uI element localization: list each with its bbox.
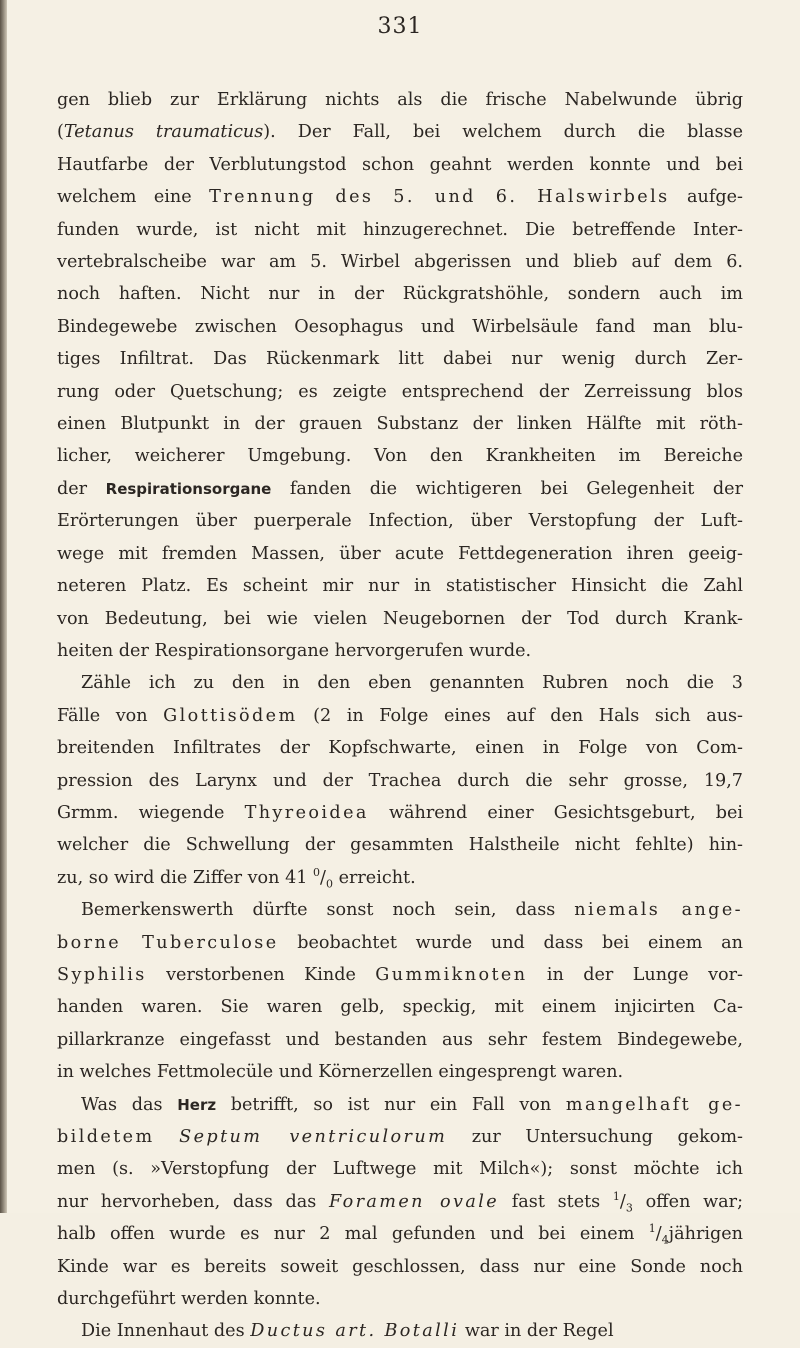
body-text bbox=[57, 84, 743, 1348]
text-segment: während einer Gesichtsgeburt, bei bbox=[368, 802, 744, 823]
text-line bbox=[57, 927, 743, 959]
text-segment: nur hervorheben, dass das bbox=[57, 1191, 329, 1212]
text-segment: breitenden Infiltrates der Kopfschwarte, einen in Folge von Com- bbox=[57, 738, 743, 759]
text-line bbox=[57, 116, 743, 148]
text-segment: welcher die Schwellung der gesammten Halstheile nicht fehlte) hin- bbox=[57, 835, 743, 856]
text-segment: einen Blutpunkt in der grauen Substanz der linken Hälfte mit röth- bbox=[57, 414, 743, 435]
text-segment: der bbox=[57, 478, 106, 499]
emphasized-text: Gummiknoten bbox=[375, 964, 528, 985]
text-line bbox=[57, 1186, 743, 1218]
emphasized-text: Ductus art. Botalli bbox=[250, 1321, 460, 1342]
text-segment: zur Untersuchung gekom- bbox=[447, 1127, 743, 1147]
text-line bbox=[57, 505, 743, 537]
text-line bbox=[57, 181, 743, 213]
text-line bbox=[57, 732, 743, 764]
text-line bbox=[57, 765, 743, 797]
text-segment: durchgeführt werden konnte. bbox=[57, 1289, 321, 1310]
text-segment: fanden die wichtigeren bei Gelegenheit der bbox=[271, 478, 743, 499]
emphasized-text: Septum ventriculorum bbox=[179, 1127, 448, 1147]
text-line bbox=[57, 1024, 743, 1056]
text-segment: tiges Infiltrat. Das Rückenmark litt dabei nur wenig durch Zer- bbox=[57, 349, 743, 370]
emphasized-text: Syphilis bbox=[57, 964, 147, 985]
text-segment: funden wurde, ist nicht mit hinzugerechnet. Die betreffende Inter- bbox=[57, 219, 743, 240]
text-segment: fast stets bbox=[499, 1191, 613, 1212]
text-segment: pression des Larynx und der Trachea durch die sehr grosse, 19,7 bbox=[57, 770, 743, 791]
text-segment: gen blieb zur Erklärung nichts als die frische Nabelwunde übrig bbox=[57, 90, 743, 110]
text-segment: handen waren. Sie waren gelb, speckig, mit einem injicirten Ca- bbox=[57, 997, 743, 1018]
text-segment: jährigen bbox=[668, 1224, 743, 1245]
text-line bbox=[57, 1315, 743, 1347]
text-line bbox=[57, 214, 743, 246]
fraction: $^1/_3$ bbox=[612, 1189, 633, 1215]
text-line bbox=[57, 376, 743, 408]
text-line bbox=[57, 1153, 743, 1185]
emphasized-text: Respirationsorgane bbox=[105, 479, 272, 498]
fraction: $^1/_4$ bbox=[648, 1222, 669, 1247]
paragraph bbox=[57, 667, 743, 894]
paragraph bbox=[57, 84, 743, 667]
text-line bbox=[57, 797, 743, 829]
emphasized-text: bildetem bbox=[57, 1127, 155, 1147]
text-segment: pillarkranze eingefasst und bestanden aus sehr festem Bindegewebe, bbox=[57, 1029, 743, 1050]
text-line bbox=[57, 829, 743, 861]
text-line bbox=[57, 1283, 743, 1315]
text-segment: heiten der Respirationsorgane hervorgerufen wurde. bbox=[57, 640, 532, 661]
text-line bbox=[57, 408, 743, 440]
percent-sign: $^0/_0$ bbox=[313, 865, 333, 891]
page-number: 331 bbox=[377, 14, 423, 39]
text-segment: Was das bbox=[81, 1094, 178, 1115]
text-line bbox=[57, 1121, 743, 1153]
text-line bbox=[57, 603, 743, 635]
text-line bbox=[57, 311, 743, 343]
emphasized-text: Herz bbox=[177, 1095, 217, 1114]
text-segment: ( bbox=[57, 122, 64, 143]
text-segment: Die Innenhaut des bbox=[81, 1321, 251, 1342]
text-segment: in der Lunge vor- bbox=[527, 964, 743, 985]
text-segment: Hautfarbe der Verblutungstod schon geahnt werden konnte und bei bbox=[57, 154, 743, 175]
text-segment: Kinde war es bereits soweit geschlossen, dass nur eine Sonde noch bbox=[57, 1256, 743, 1277]
text-line bbox=[57, 667, 743, 699]
text-segment: men (s. »Verstopfung der Luftwege mit Milch«); sonst möchte ich bbox=[57, 1159, 743, 1180]
text-segment: welchem eine bbox=[57, 187, 210, 208]
paragraph bbox=[57, 1089, 743, 1316]
text-segment: verstorbenen Kinde bbox=[146, 964, 376, 985]
text-segment: noch haften. Nicht nur in der Rückgratshöhle, sondern auch im bbox=[57, 284, 743, 305]
text-line bbox=[57, 278, 743, 310]
text-segment: halb offen wurde es nur 2 mal gefunden und bei einem bbox=[57, 1224, 649, 1245]
text-segment: betrifft, so ist nur ein Fall von bbox=[216, 1094, 566, 1115]
text-segment: zu, so wird die Ziffer von 41 bbox=[57, 867, 314, 888]
emphasized-text: borne Tuberculose bbox=[57, 932, 279, 953]
text-line bbox=[57, 1056, 743, 1088]
paragraph bbox=[57, 1315, 743, 1347]
text-line bbox=[57, 538, 743, 570]
text-segment: offen war; bbox=[632, 1191, 743, 1212]
text-line bbox=[57, 473, 743, 505]
text-line bbox=[57, 343, 743, 375]
text-line bbox=[57, 862, 743, 894]
text-line bbox=[57, 149, 743, 181]
text-segment: (2 in Folge eines auf den Hals sich aus- bbox=[297, 705, 744, 726]
text-segment: Bemerkenswerth dürfte sonst noch sein, dass bbox=[81, 900, 575, 921]
emphasized-text: Tetanus traumaticus bbox=[63, 122, 264, 143]
text-line bbox=[57, 246, 743, 278]
text-segment: ). Der Fall, bei welchem durch die blasse bbox=[263, 122, 743, 143]
text-segment: war in der Regel bbox=[459, 1321, 614, 1342]
text-segment: neteren Platz. Es scheint mir nur in statistischer Hinsicht die Zahl bbox=[57, 576, 743, 597]
text-line bbox=[57, 991, 743, 1023]
text-segment: licher, weicherer Umgebung. Von den Krankheiten im Bereiche bbox=[57, 446, 743, 467]
text-segment: rung oder Quetschung; es zeigte entsprechend der Zerreissung blos bbox=[57, 381, 743, 402]
text-line bbox=[57, 84, 743, 116]
page-binding-edge bbox=[0, 0, 7, 1213]
emphasized-text: Foramen ovale bbox=[328, 1191, 500, 1212]
emphasized-text: Thyreoidea bbox=[244, 802, 369, 823]
text-line bbox=[57, 894, 743, 926]
text-segment: in welches Fettmolecüle und Körnerzellen eingesprengt waren. bbox=[57, 1062, 624, 1083]
text-segment: vertebralscheibe war am 5. Wirbel abgerissen und blieb auf dem 6. bbox=[57, 252, 743, 273]
text-segment: von Bedeutung, bei wie vielen Neugebornen der Tod durch Krank- bbox=[57, 608, 743, 629]
emphasized-text: niemals ange- bbox=[574, 900, 744, 921]
text-segment: Zähle ich zu den in den eben genannten Rubren noch die 3 bbox=[81, 673, 743, 694]
emphasized-text: Glottisödem bbox=[163, 705, 298, 726]
text-line bbox=[57, 440, 743, 472]
text-segment: Fälle von bbox=[57, 705, 164, 726]
text-line bbox=[57, 959, 743, 991]
text-line bbox=[57, 1251, 743, 1283]
text-segment: Bindegewebe zwischen Oesophagus und Wirbelsäule fand man blu- bbox=[57, 316, 743, 337]
text-segment: beobachtet wurde und dass bei einem an bbox=[278, 932, 743, 953]
text-line bbox=[57, 570, 743, 602]
text-segment: Erörterungen über puerperale Infection, über Verstopfung der Luft- bbox=[57, 511, 743, 532]
text-segment: aufge- bbox=[669, 187, 743, 208]
text-segment bbox=[155, 1127, 180, 1147]
text-line bbox=[57, 635, 743, 667]
text-segment: erreicht. bbox=[332, 867, 416, 888]
text-segment: Grmm. wiegende bbox=[57, 802, 245, 823]
text-segment: wege mit fremden Massen, über acute Fettdegeneration ihren geeig- bbox=[57, 543, 743, 564]
paragraph bbox=[57, 894, 743, 1088]
text-line bbox=[57, 1089, 743, 1121]
text-line bbox=[57, 1218, 743, 1250]
emphasized-text: mangelhaft ge- bbox=[565, 1094, 743, 1115]
text-line bbox=[57, 700, 743, 732]
emphasized-text: Trennung des 5. und 6. Halswirbels bbox=[209, 187, 670, 208]
